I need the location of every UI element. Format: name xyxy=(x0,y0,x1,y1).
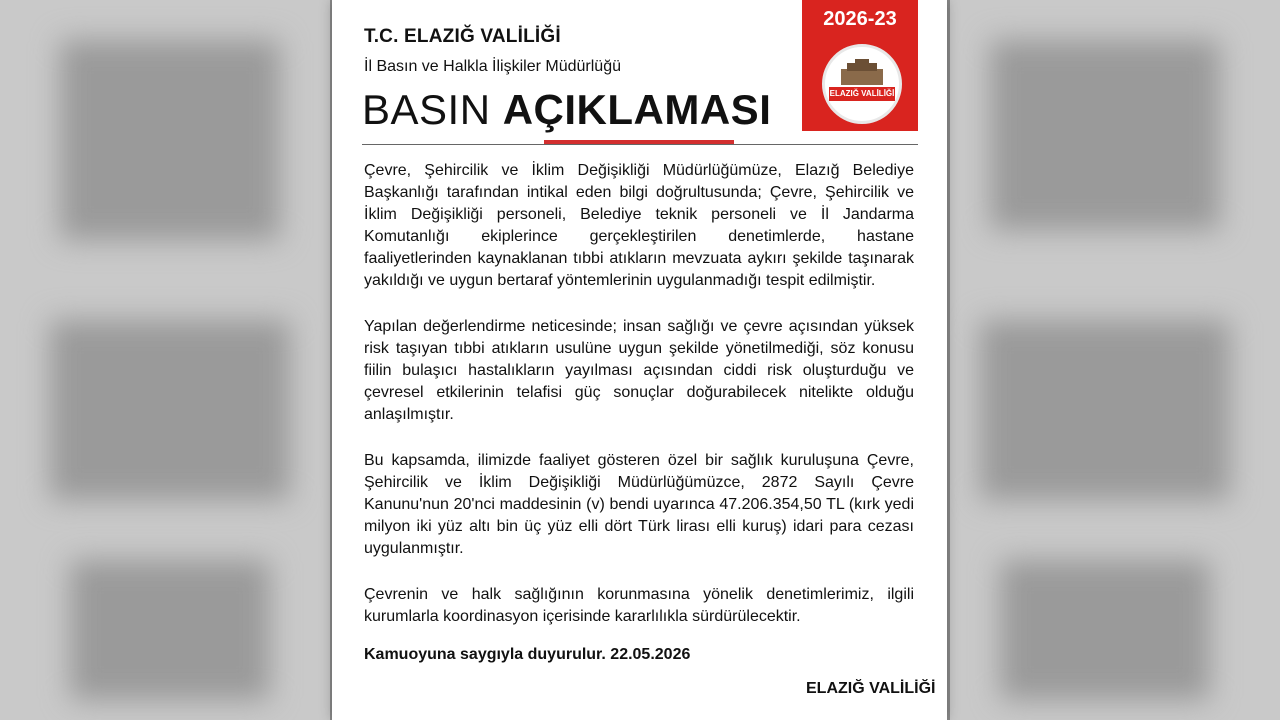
paragraph-2: Yapılan değerlendirme neticesinde; insan sağlığı ve çevre açısından yüksek risk taşıyan tıbbi atıkların usulüne uygun şekilde yönetilmediği, söz konusu fiilin bulaşıcı hastalıkların yayılması açısından ciddi risk oluşturduğu ve çevresel etkilerinin telafisi güç sonuçlar doğurabilecek nitelikte olduğu anlaşılmıştır. xyxy=(364,318,914,423)
heading-bold: AÇIKLAMASI xyxy=(502,86,772,133)
blurred-background-left xyxy=(0,0,330,720)
institution-title: T.C. ELAZIĞ VALİLİĞİ xyxy=(364,26,561,47)
department-subtitle: İl Basın ve Halkla İlişkiler Müdürlüğü xyxy=(364,58,621,75)
blurred-background-right xyxy=(950,0,1280,720)
release-number-badge xyxy=(802,0,918,131)
seal-graphic xyxy=(825,47,899,121)
document-heading xyxy=(362,86,771,134)
governorship-seal-icon xyxy=(822,44,902,124)
signature: ELAZIĞ VALİLİĞİ xyxy=(806,680,936,697)
release-number: 2026-23 xyxy=(823,8,897,30)
heading-divider xyxy=(362,144,918,145)
press-release-document xyxy=(332,0,947,720)
paragraph-3: Bu kapsamda, ilimizde faaliyet gösteren özel bir sağlık kuruluşuna Çevre, Şehircilik ve İklim Değişikliği Müdürlüğümüzce, 2872 Sayılı Çevre Kanunu'nun 20'nci maddesinin (v) bendi uyarınca 47.206.354,50 TL (kırk yedi milyon iki yüz altı bin üç yüz elli dört Türk lirası elli kuruş) idari para cezası uygulanmıştır. xyxy=(364,452,914,557)
paragraph-4: Çevrenin ve halk sağlığının korunmasına yönelik denetimlerimiz, ilgili kurumlarla koordinasyon içerisinde kararlılıkla sürdürülecektir. xyxy=(364,586,914,625)
seal-label: ELAZIĞ VALİLİĞİ xyxy=(829,87,895,101)
heading-light: BASIN xyxy=(362,86,503,133)
release-body xyxy=(364,160,914,652)
closing-line: Kamuoyuna saygıyla duyurulur. 22.05.2026 xyxy=(364,646,691,663)
paragraph-1: Çevre, Şehircilik ve İklim Değişikliği Müdürlüğümüze, Elazığ Belediye Başkanlığı tarafından intikal eden bilgi doğrultusunda; Çevre, Şehircilik ve İklim Değişikliği personeli, Belediye teknik personeli ve İl Jandarma Komutanlığı ekiplerince gerçekleştirilen denetimlerde, hastane faaliyetlerinden kaynaklanan tıbbi atıkların mevzuata aykırı şekilde taşınarak yakıldığı ve uygun bertaraf yöntemlerinin uygulanmadığı tespit edilmiştir. xyxy=(364,162,914,289)
